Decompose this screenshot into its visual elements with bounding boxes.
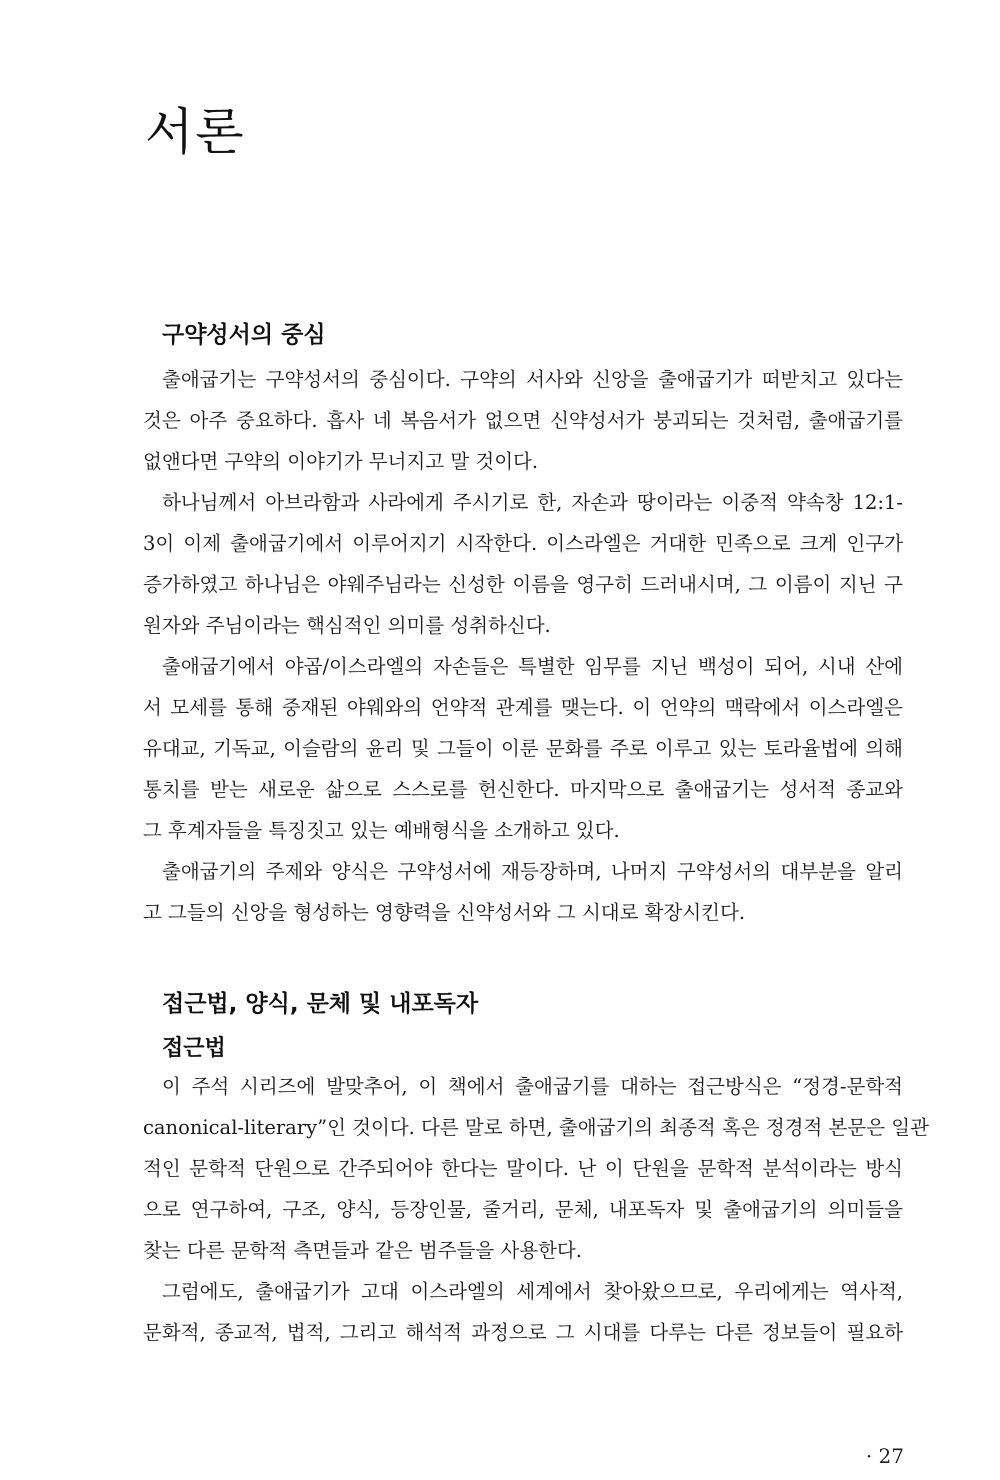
body-line: 것은 아주 중요하다. 흡사 네 복음서가 없으면 신약성서가 붕괴되는 것처럼, 출애굽기를	[143, 409, 903, 432]
body-line: 3이 이제 출애굽기에서 이루어지기 시작한다. 이스라엘은 거대한 민족으로 크게 인구가	[143, 532, 903, 555]
body-line: 원자와 주님이라는 핵심적인 의미를 성취하신다.	[143, 614, 551, 637]
body-line: 이 주석 시리즈에 발맞추어, 이 책에서 출애굽기를 대하는 접근방식은 “정경-문학적	[162, 1075, 903, 1098]
section-heading-approach-form-style: 접근법, 양식, 문체 및 내포독자	[162, 991, 479, 1017]
body-line: 하나님께서 아브라함과 사라에게 주시기로 한, 자손과 땅이라는 이중적 약속창 12:1-	[162, 491, 903, 514]
body-line: 통치를 받는 새로운 삶으로 스스로를 헌신한다. 마지막으로 출애굽기는 성서적 종교와	[143, 778, 903, 801]
body-line: 으로 연구하여, 구조, 양식, 등장인물, 줄거리, 문체, 내포독자 및 출애굽기의 의미들을	[143, 1198, 903, 1221]
body-line: 없앤다면 구약의 이야기가 무너지고 말 것이다.	[143, 450, 539, 473]
subheading-approach: 접근법	[162, 1036, 226, 1061]
body-line: 유대교, 기독교, 이슬람의 윤리 및 그들이 이룬 문화를 주로 이루고 있는 토라율법에 의해	[143, 737, 903, 760]
body-line: 증가하였고 하나님은 야웨주님라는 신성한 이름을 영구히 드러내시며, 그 이름이 지닌 구	[143, 573, 903, 596]
body-line: 출애굽기에서 야곱/이스라엘의 자손들은 특별한 임무를 지닌 백성이 되어, 시내 산에	[162, 655, 903, 678]
page-number: · 27	[865, 1444, 904, 1468]
body-line: 출애굽기의 주제와 양식은 구약성서에 재등장하며, 나머지 구약성서의 대부분을 알리	[162, 860, 903, 883]
body-line: 찾는 다른 문학적 측면들과 같은 범주들을 사용한다.	[143, 1239, 582, 1262]
body-line: 출애굽기는 구약성서의 중심이다. 구약의 서사와 신앙을 출애굽기가 떠받치고 있다는	[162, 368, 903, 391]
body-line: 문화적, 종교적, 법적, 그리고 해석적 과정으로 그 시대를 다루는 다른 정보들이 필요하	[143, 1321, 903, 1344]
section-heading-center-of-ot: 구약성서의 중심	[162, 322, 326, 348]
page-title: 서론	[145, 103, 246, 161]
body-line: 서 모세를 통해 중재된 야웨와의 언약적 관계를 맺는다. 이 언약의 맥락에서 이스라엘은	[143, 696, 903, 719]
body-line: 그 후계자들을 특징짓고 있는 예배형식을 소개하고 있다.	[143, 819, 620, 842]
body-line: canonical-literary”인 것이다. 다른 말로 하면, 출애굽기의 최종적 혹은 정경적 본문은 일관	[143, 1116, 929, 1139]
body-line: 그럼에도, 출애굽기가 고대 이스라엘의 세계에서 찾아왔으므로, 우리에게는 역사적,	[162, 1280, 903, 1303]
body-line: 적인 문학적 단원으로 간주되어야 한다는 말이다. 난 이 단원을 문학적 분석이라는 방식	[143, 1157, 903, 1180]
body-line: 고 그들의 신앙을 형성하는 영향력을 신약성서와 그 시대로 확장시킨다.	[143, 901, 746, 924]
